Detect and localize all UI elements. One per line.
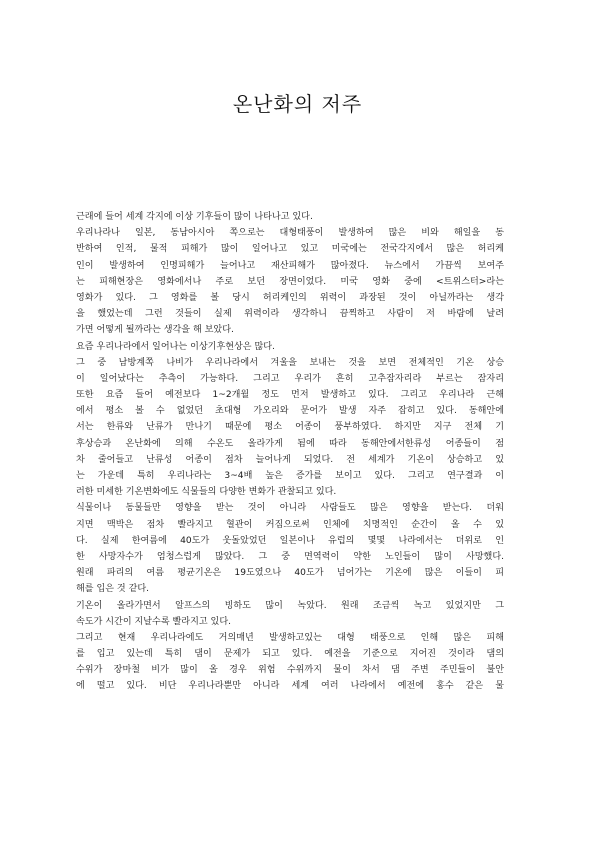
body-line: 에 떨고 있다. 비단 우리나라뿐만 아니라 세계 여러 나라에서 예전에 홍수 같은 물 (76, 681, 504, 692)
body-line: 속도가 시간이 지날수록 빨라지고 있다. (76, 616, 232, 627)
page-title: 온난화의 저주 (232, 92, 363, 116)
body-text (76, 209, 504, 695)
body-line: 한 사망자수가 엄청스럽게 많았다. 그 중 면역력이 약한 노인들이 많이 사망했다. (76, 551, 504, 562)
body-line: 을 했었는데 그런 것들이 실제 위력이라 생각하니 끔찍하고 사람이 저 바람에 날려 (76, 309, 504, 320)
body-line: 그리고 현재 우리나라에도 거의매년 발생하고있는 대형 태풍으로 인해 많은 피해 (76, 632, 504, 643)
body-line: 인이 발생하여 인명피해가 늘어나고 재산피해가 많아졌다. 뉴스에서 가끔씩 보여주 (76, 260, 504, 271)
body-line: 영화가 있다. 그 영화를 볼 당시 허리케인의 위력이 과장된 것이 아닐까라는 생각 (76, 292, 504, 303)
body-line: 가면 어떻게 될까라는 생각을 해 보았다. (76, 325, 234, 336)
body-line: 차 줄어들고 난류성 어종이 점차 늘어나게 되었다. 전 세계가 기온이 상승하고 있 (76, 454, 504, 465)
body-line: 러한 미세한 기온변화에도 식물들의 다양한 변화가 관찰되고 있다. (76, 487, 337, 498)
body-line: 는 피해현장은 영화에서나 주로 보던 장면이었다. 미국 영화 중에 <트위스터>라는 (76, 276, 504, 287)
body-line: 반하여 인적, 물적 피해가 많이 일어나고 있고 미국에는 전국각지에서 많은 허리케 (76, 244, 504, 255)
body-line: 근래에 들어 세계 각지에 이상 기후들이 많이 나타나고 있다. (76, 212, 313, 222)
body-line: 원래 파리의 여름 평균기온은 19도였으나 40도가 넘어가는 기온에 많은 이들이 피 (76, 568, 504, 579)
body-line: 이 일어났다는 추측이 가능하다. 그리고 우리가 흔히 고추잠자리라 부르는 잠자리 (76, 373, 504, 384)
body-line: 에서 평소 볼 수 없었던 초대형 가오리와 문어가 발생 자주 잡히고 있다. 동해안에 (76, 406, 504, 417)
body-line: 그 중 남방계쪽 나비가 우리나라에서 겨울을 보내는 것을 보면 전체적인 기온 상승 (76, 357, 504, 368)
body-line: 요즘 우리나라에서 일어나는 이상기후현상은 많다. (76, 341, 275, 352)
body-line: 해를 입은 것 같다. (76, 584, 150, 595)
body-line: 다. 실제 한여름에 40도가 웃돌았었던 일본이나 유럽의 몇몇 나라에서는 더위로 인 (76, 535, 504, 546)
body-line: 를 입고 있는데 특히 댐이 문제가 되고 있다. 예전을 기준으로 지어진 것이라 댐의 (76, 649, 504, 660)
body-line: 후상승과 온난화에 의해 수온도 올라가게 됨에 따라 동해안에서한류성 어종들이 점 (76, 438, 504, 449)
body-line: 서는 한류와 난류가 만나기 때문에 평소 어종이 풍부하였다. 하지만 지구 전체 기 (76, 422, 504, 433)
body-line: 또한 요즘 들어 예전보다 1~2개월 정도 먼저 발생하고 있다. 그리고 우리나라 근해 (76, 390, 504, 401)
body-line: 우리나라나 일본, 동남아시아 쪽으로는 대형태풍이 발생하여 많은 비와 해일을 동 (76, 228, 504, 239)
body-line: 수위가 장마철 비가 많이 올 경우 위험 수위까지 물이 차서 댐 주변 주민들이 불안 (76, 665, 504, 676)
body-line: 는 가운데 특히 우리나라는 3~4배 높은 증가를 보이고 있다. 그리고 연구결과 이 (76, 471, 504, 481)
body-line: 기온이 올라가면서 알프스의 빙하도 많이 녹았다. 원래 조금씩 녹고 있었지만 그 (76, 600, 504, 611)
body-line: 식물이나 동물들만 영향을 받는 것이 아니라 사람들도 많은 영향을 받는다. 더워 (76, 503, 504, 514)
body-line: 지면 맥박은 점차 빨라지고 혈관이 커짐으로써 인체에 치명적인 순간이 올 수 있 (76, 519, 504, 530)
